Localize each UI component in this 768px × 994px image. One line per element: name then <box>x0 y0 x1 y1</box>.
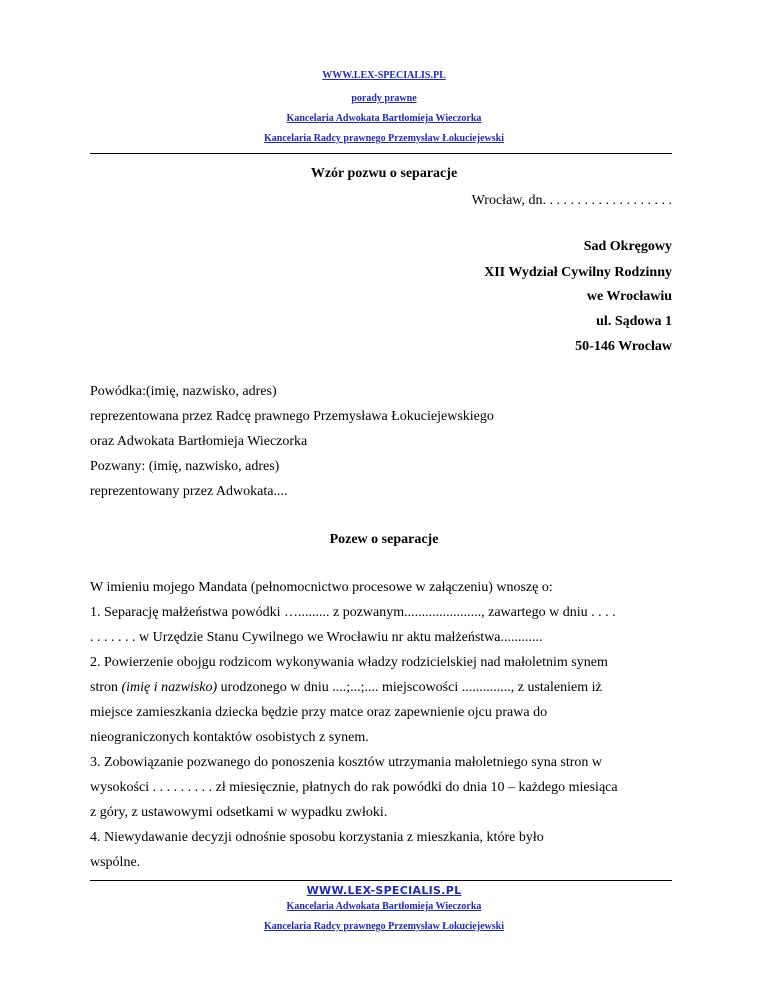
header-firm2-link[interactable]: Kancelaria Radcy prawnego Przemysław Łokuciejewski <box>264 133 504 144</box>
footer-site <box>0 885 768 898</box>
point-1-line-1: 1. Separację małżeństwa powódki …......... z pozwanym......................, zawartego w dniu . . . . <box>90 605 616 620</box>
court-name: Sad Okręgowy <box>583 239 672 254</box>
footer-firm2 <box>0 921 768 933</box>
defendant-line: Pozwany: (imię, nazwisko, adres) <box>90 459 280 474</box>
point-4-line-2: wspólne. <box>90 855 141 870</box>
point-1-line-2: . . . . . . . w Urzędzie Stanu Cywilnego we Wrocławiu nr aktu małżeństwa............ <box>90 630 543 645</box>
plaintiff-line: Powódka:(imię, nazwisko, adres) <box>90 384 277 399</box>
point-4-line-1: 4. Niewydawanie decyzji odnośnie sposobu korzystania z mieszkania, które było <box>90 830 544 845</box>
plaintiff-rep-line: reprezentowana przez Radcę prawnego Przemysława Łokuciejewskiego <box>90 409 494 424</box>
header-subtitle-link[interactable]: porady prawne <box>351 93 417 104</box>
header-firm2 <box>0 133 768 145</box>
point-2-line-3: miejsce zamieszkania dziecka będzie przy matce oraz zapewnienie ojcu prawa do <box>90 705 548 720</box>
plaintiff-rep-line-2: oraz Adwokata Bartłomieja Wieczorka <box>90 434 308 449</box>
document-title: Wzór pozwu o separacje <box>310 166 458 181</box>
point-3-line-3: z góry, z ustawowymi odsetkami w wypadku zwłoki. <box>90 805 388 820</box>
header-firm1-link[interactable]: Kancelaria Adwokata Bartłomieja Wieczorka <box>286 113 482 124</box>
point-3-line-1: 3. Zobowiązanie pozwanego do ponoszenia kosztów utrzymania małoletniego syna stron w <box>90 755 603 770</box>
court-street: ul. Sądowa 1 <box>596 314 672 329</box>
date-line: Wrocław, dn. . . . . . . . . . . . . . . . . . . <box>471 193 672 208</box>
footer-firm2-link[interactable]: Kancelaria Radcy prawnego Przemysław Łokuciejewski <box>264 921 504 932</box>
footer-site-link[interactable]: WWW.LEX-SPECIALIS.PL <box>306 884 462 897</box>
point-2-line-2-post: urodzonego w dniu ....;...;.... miejscowości .............., z ustaleniem iż <box>217 680 602 695</box>
header-site <box>0 70 768 82</box>
court-postcode: 50-146 Wrocław <box>575 339 672 354</box>
footer-divider <box>90 880 672 881</box>
point-2-line-2-pre: stron <box>90 680 122 695</box>
point-2-line-2 <box>90 680 602 696</box>
header-subtitle <box>0 93 768 105</box>
point-3-line-2: wysokości . . . . . . . . . zł miesięcznie, płatnych do rak powódki do dnia 10 – każdego miesiąca <box>90 780 618 795</box>
court-division: XII Wydział Cywilny Rodzinny <box>484 265 672 280</box>
court-city: we Wrocławiu <box>586 289 672 304</box>
header-site-link[interactable]: WWW.LEX-SPECIALIS.PL <box>322 70 446 81</box>
footer-firm1-link[interactable]: Kancelaria Adwokata Bartłomieja Wieczorka <box>286 901 482 912</box>
point-2-line-2-em: (imię i nazwisko) <box>121 680 218 695</box>
header-divider <box>90 153 672 154</box>
defendant-rep-line: reprezentowany przez Adwokata.... <box>90 484 288 499</box>
header-firm1 <box>0 113 768 125</box>
body-intro: W imieniu mojego Mandata (pełnomocnictwo procesowe w załączeniu) wnoszę o: <box>90 580 553 595</box>
point-2-line-4: nieograniczonych kontaktów osobistych z synem. <box>90 730 369 745</box>
pozew-title: Pozew o separacje <box>329 532 439 547</box>
point-2-line-1: 2. Powierzenie obojgu rodzicom wykonywania władzy rodzicielskiej nad małoletnim synem <box>90 655 608 670</box>
footer-firm1 <box>0 901 768 913</box>
